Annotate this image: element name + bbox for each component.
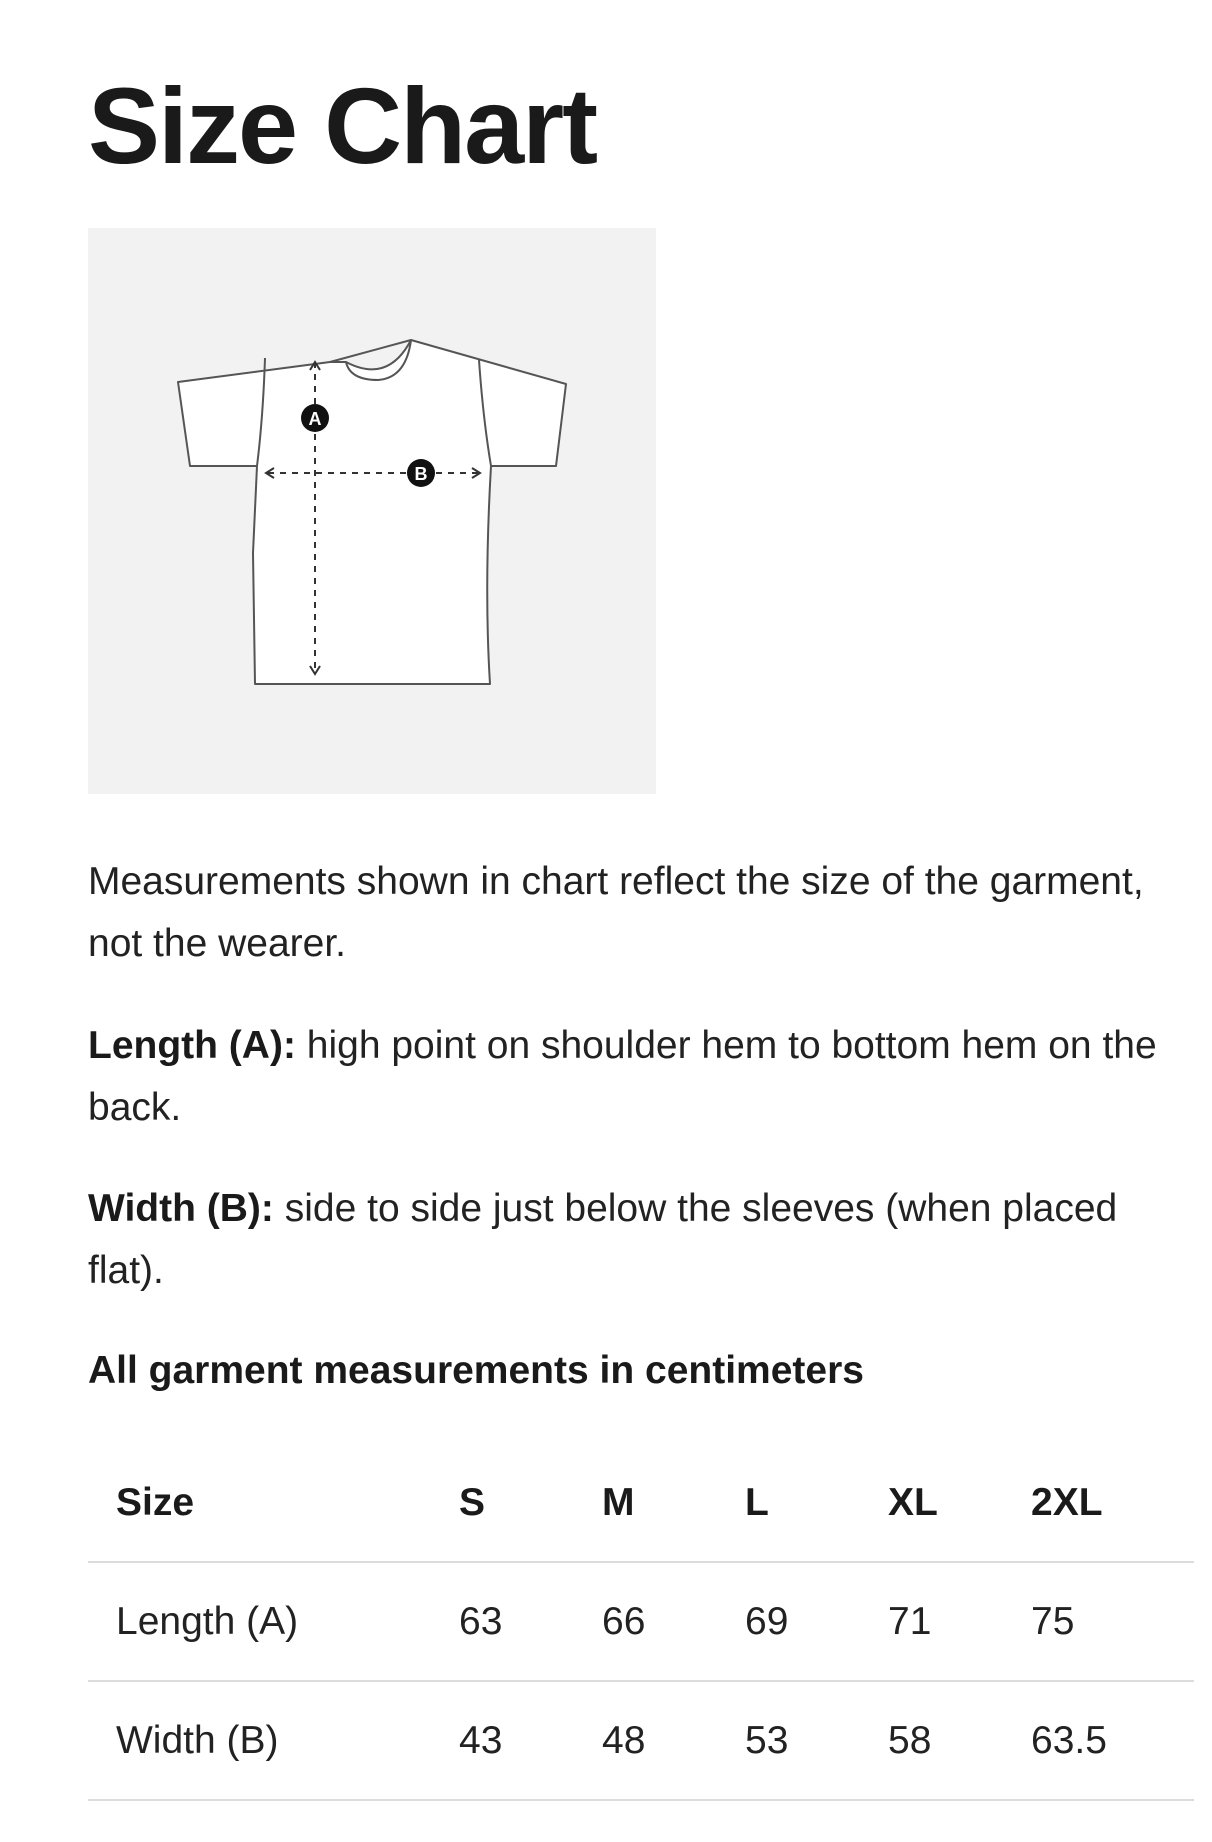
tshirt-body <box>178 340 566 684</box>
length-label: Length (A): <box>88 1024 296 1067</box>
table-header-cell: XL <box>888 1444 1031 1562</box>
table-row <box>88 1681 1194 1800</box>
table-row-label: Length (A) <box>88 1562 459 1681</box>
table-cell: 58 <box>888 1681 1031 1800</box>
length-definition <box>88 1015 1198 1139</box>
length-description: high point on shoulder hem to bottom hem on the back. <box>88 1024 1157 1129</box>
marker-a-label: A <box>308 409 322 429</box>
tshirt-outline-icon <box>88 228 656 794</box>
table-header-cell: 2XL <box>1031 1444 1194 1562</box>
table-header-row <box>88 1444 1194 1562</box>
table-row-label: Width (B) <box>88 1681 459 1800</box>
table-header-cell: L <box>745 1444 888 1562</box>
size-table <box>88 1444 1194 1801</box>
measurement-note: Measurements shown in chart reflect the size of the garment, not the wearer. <box>88 860 1144 965</box>
tshirt-diagram <box>88 228 656 794</box>
table-cell: 69 <box>745 1562 888 1681</box>
page-title: Size Chart <box>88 65 597 186</box>
table-cell: 66 <box>602 1562 745 1681</box>
table-row <box>88 1562 1194 1681</box>
table-cell: 63.5 <box>1031 1681 1194 1800</box>
table-header-cell: Size <box>88 1444 459 1562</box>
units-note: All garment measurements in centimeters <box>88 1349 864 1392</box>
width-label: Width (B): <box>88 1187 274 1230</box>
marker-b-label: B <box>414 464 428 484</box>
table-cell: 53 <box>745 1681 888 1800</box>
table-cell: 63 <box>459 1562 602 1681</box>
table-header-cell: M <box>602 1444 745 1562</box>
table-cell: 71 <box>888 1562 1031 1681</box>
width-definition <box>88 1178 1198 1302</box>
table-cell: 43 <box>459 1681 602 1800</box>
table-cell: 75 <box>1031 1562 1194 1681</box>
table-cell: 48 <box>602 1681 745 1800</box>
table-header-cell: S <box>459 1444 602 1562</box>
width-description: side to side just below the sleeves (when placed flat). <box>88 1187 1118 1292</box>
